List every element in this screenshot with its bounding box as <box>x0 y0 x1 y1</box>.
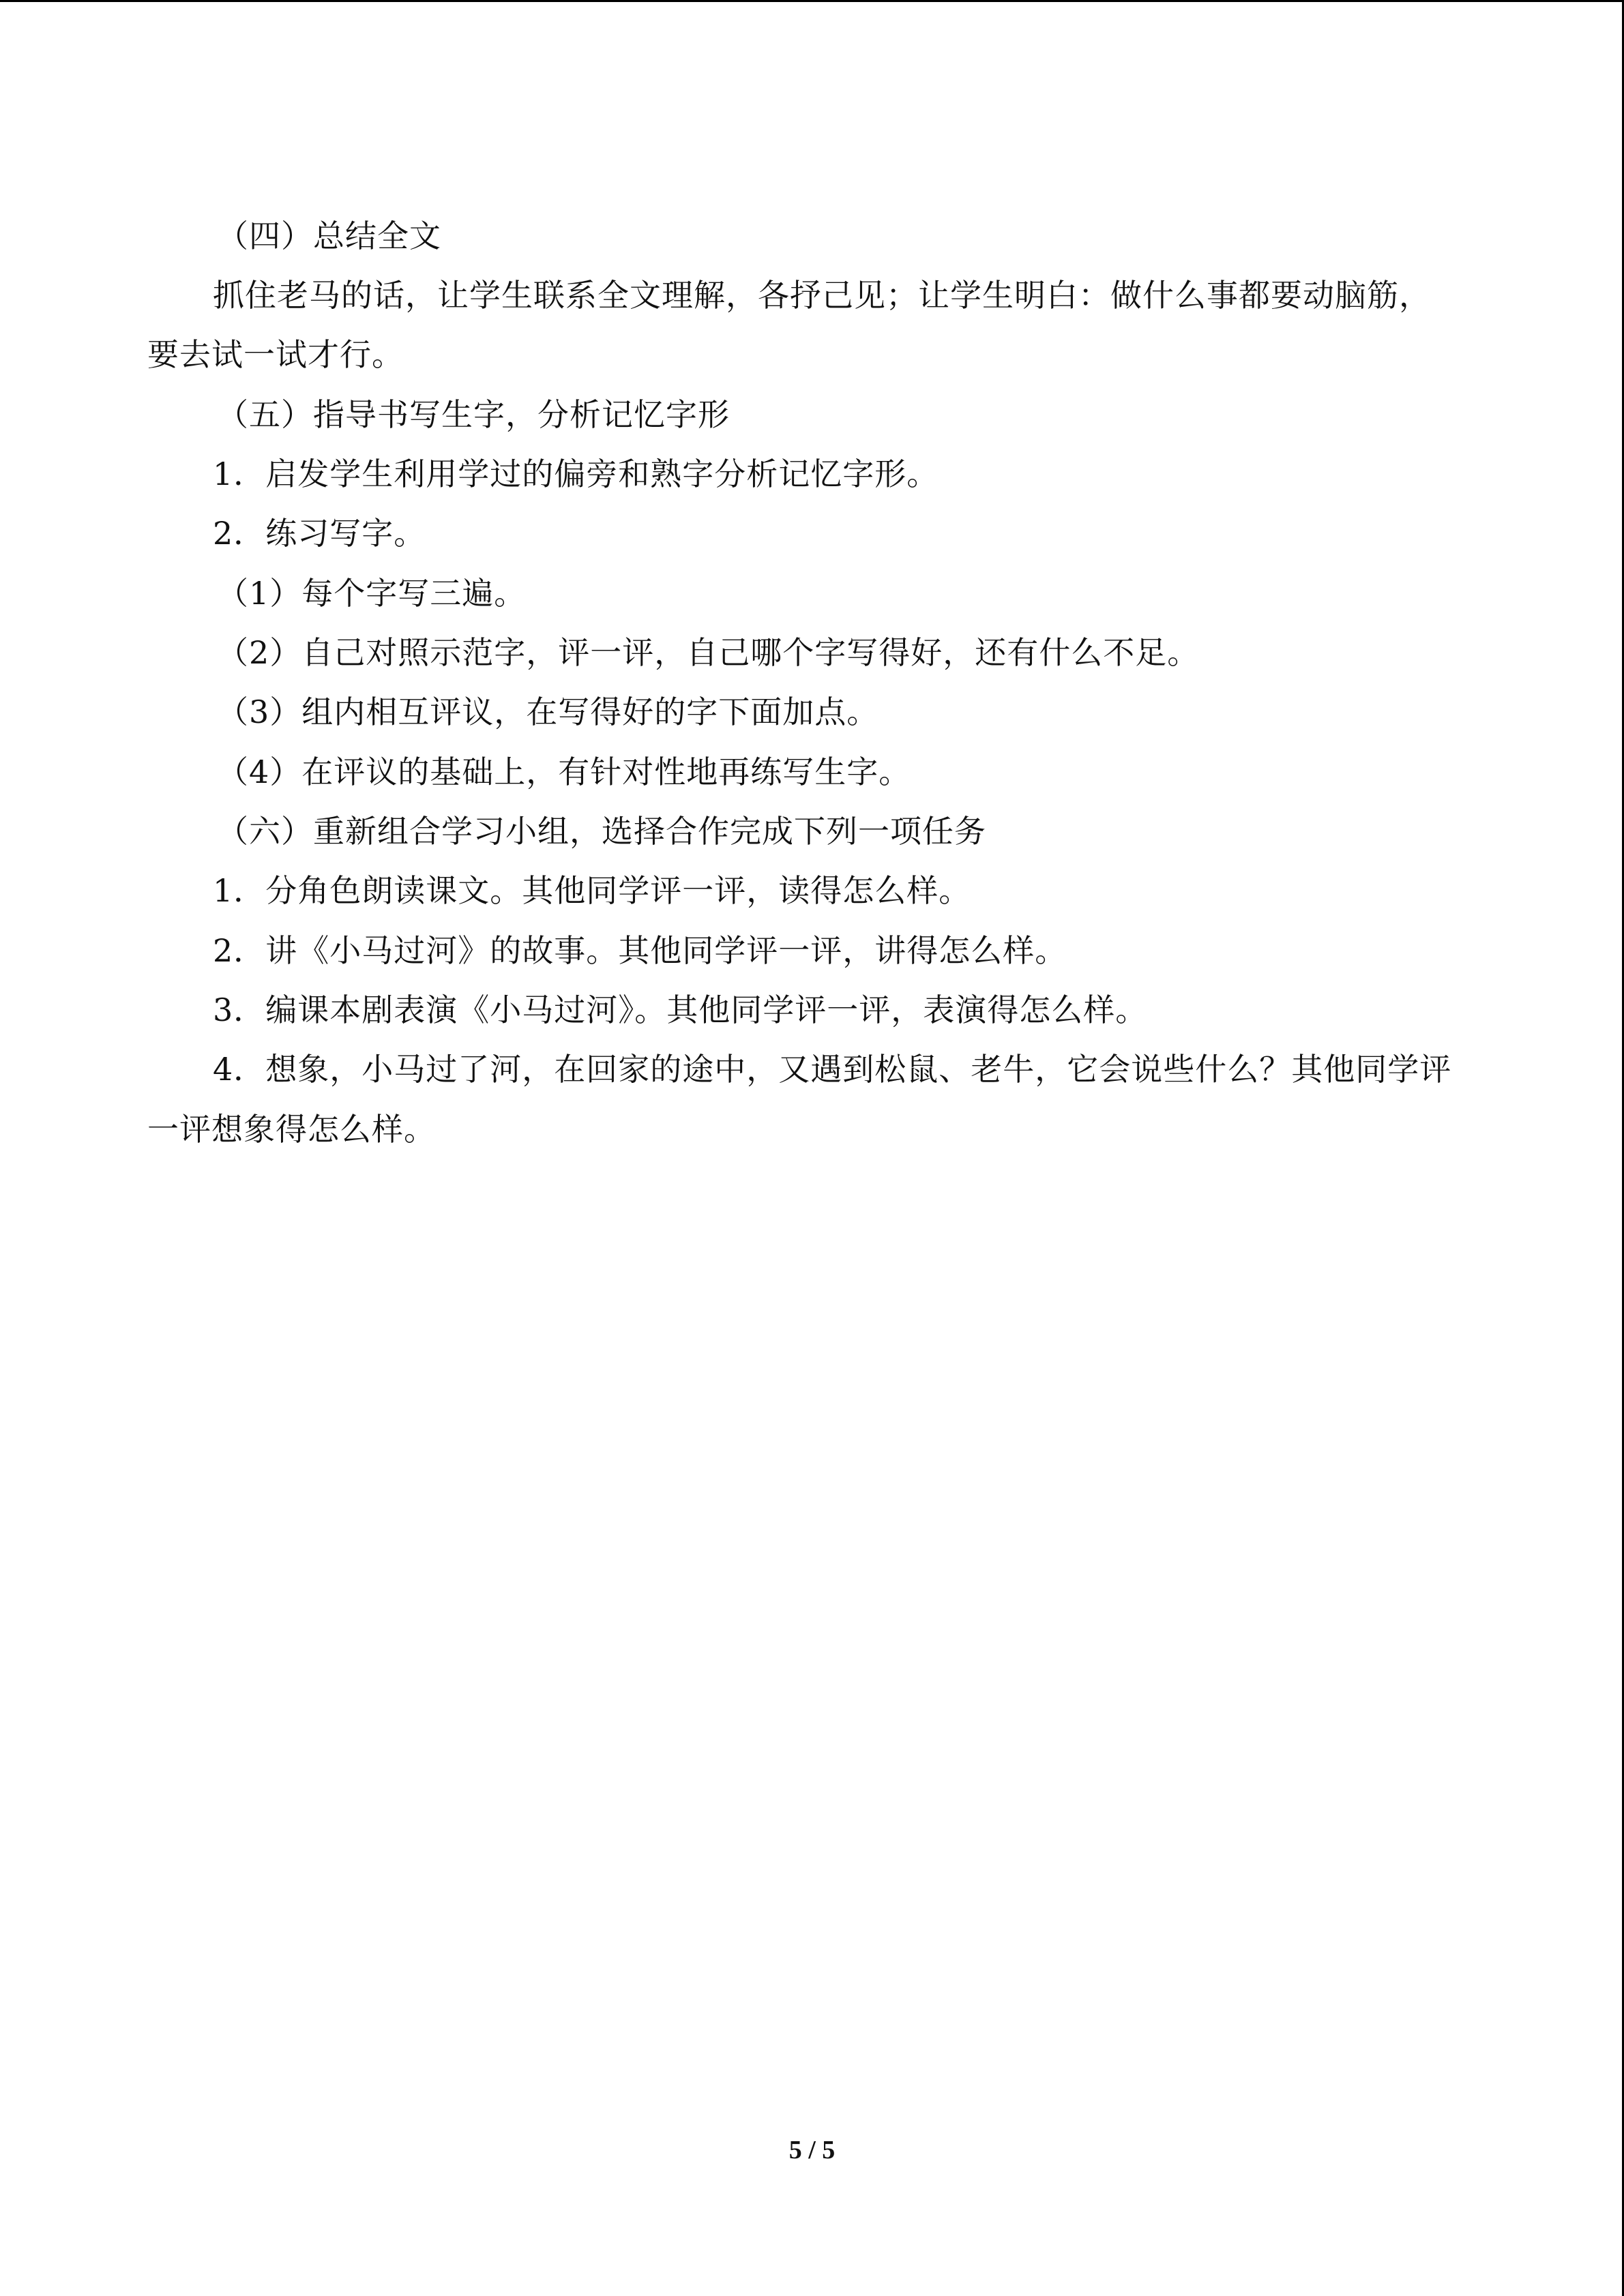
sub-list-item: （3）组内相互评议，在写得好的字下面加点。 <box>217 694 879 730</box>
page-top-border <box>0 0 1624 2</box>
paragraph-line: 要去试一试才行。 <box>147 336 404 373</box>
paragraph-line: 抓住老马的话，让学生联系全文理解，各抒己见；让学生明白：做什么事都要动脑筋， <box>213 277 1431 314</box>
sub-list-item: （4）在评议的基础上，有针对性地再练写生字。 <box>217 754 911 790</box>
list-item: 3．编课本剧表演《小马过河》。其他同学评一评，表演得怎么样。 <box>213 992 1148 1028</box>
list-item: 2．练习写字。 <box>213 515 426 552</box>
page-number: 5 / 5 <box>788 2136 836 2164</box>
section-heading-4: （四）总结全文 <box>217 218 441 254</box>
section-heading-6: （六）重新组合学习小组，选择合作完成下列一项任务 <box>217 813 986 850</box>
list-item: 4．想象，小马过了河，在回家的途中，又遇到松鼠、老牛，它会说些什么？其他同学评 <box>213 1051 1452 1088</box>
list-item-continuation: 一评想象得怎么样。 <box>147 1111 436 1148</box>
sub-list-item: （1）每个字写三遍。 <box>217 575 527 612</box>
list-item: 1．启发学生利用学过的偏旁和熟字分析记忆字形。 <box>213 456 939 492</box>
list-item: 2．讲《小马过河》的故事。其他同学评一评，讲得怎么样。 <box>213 932 1067 969</box>
sub-list-item: （2）自己对照示范字，评一评，自己哪个字写得好，还有什么不足。 <box>217 634 1200 671</box>
section-heading-5: （五）指导书写生字，分析记忆字形 <box>217 396 730 433</box>
list-item: 1．分角色朗读课文。其他同学评一评，读得怎么样。 <box>213 872 971 909</box>
